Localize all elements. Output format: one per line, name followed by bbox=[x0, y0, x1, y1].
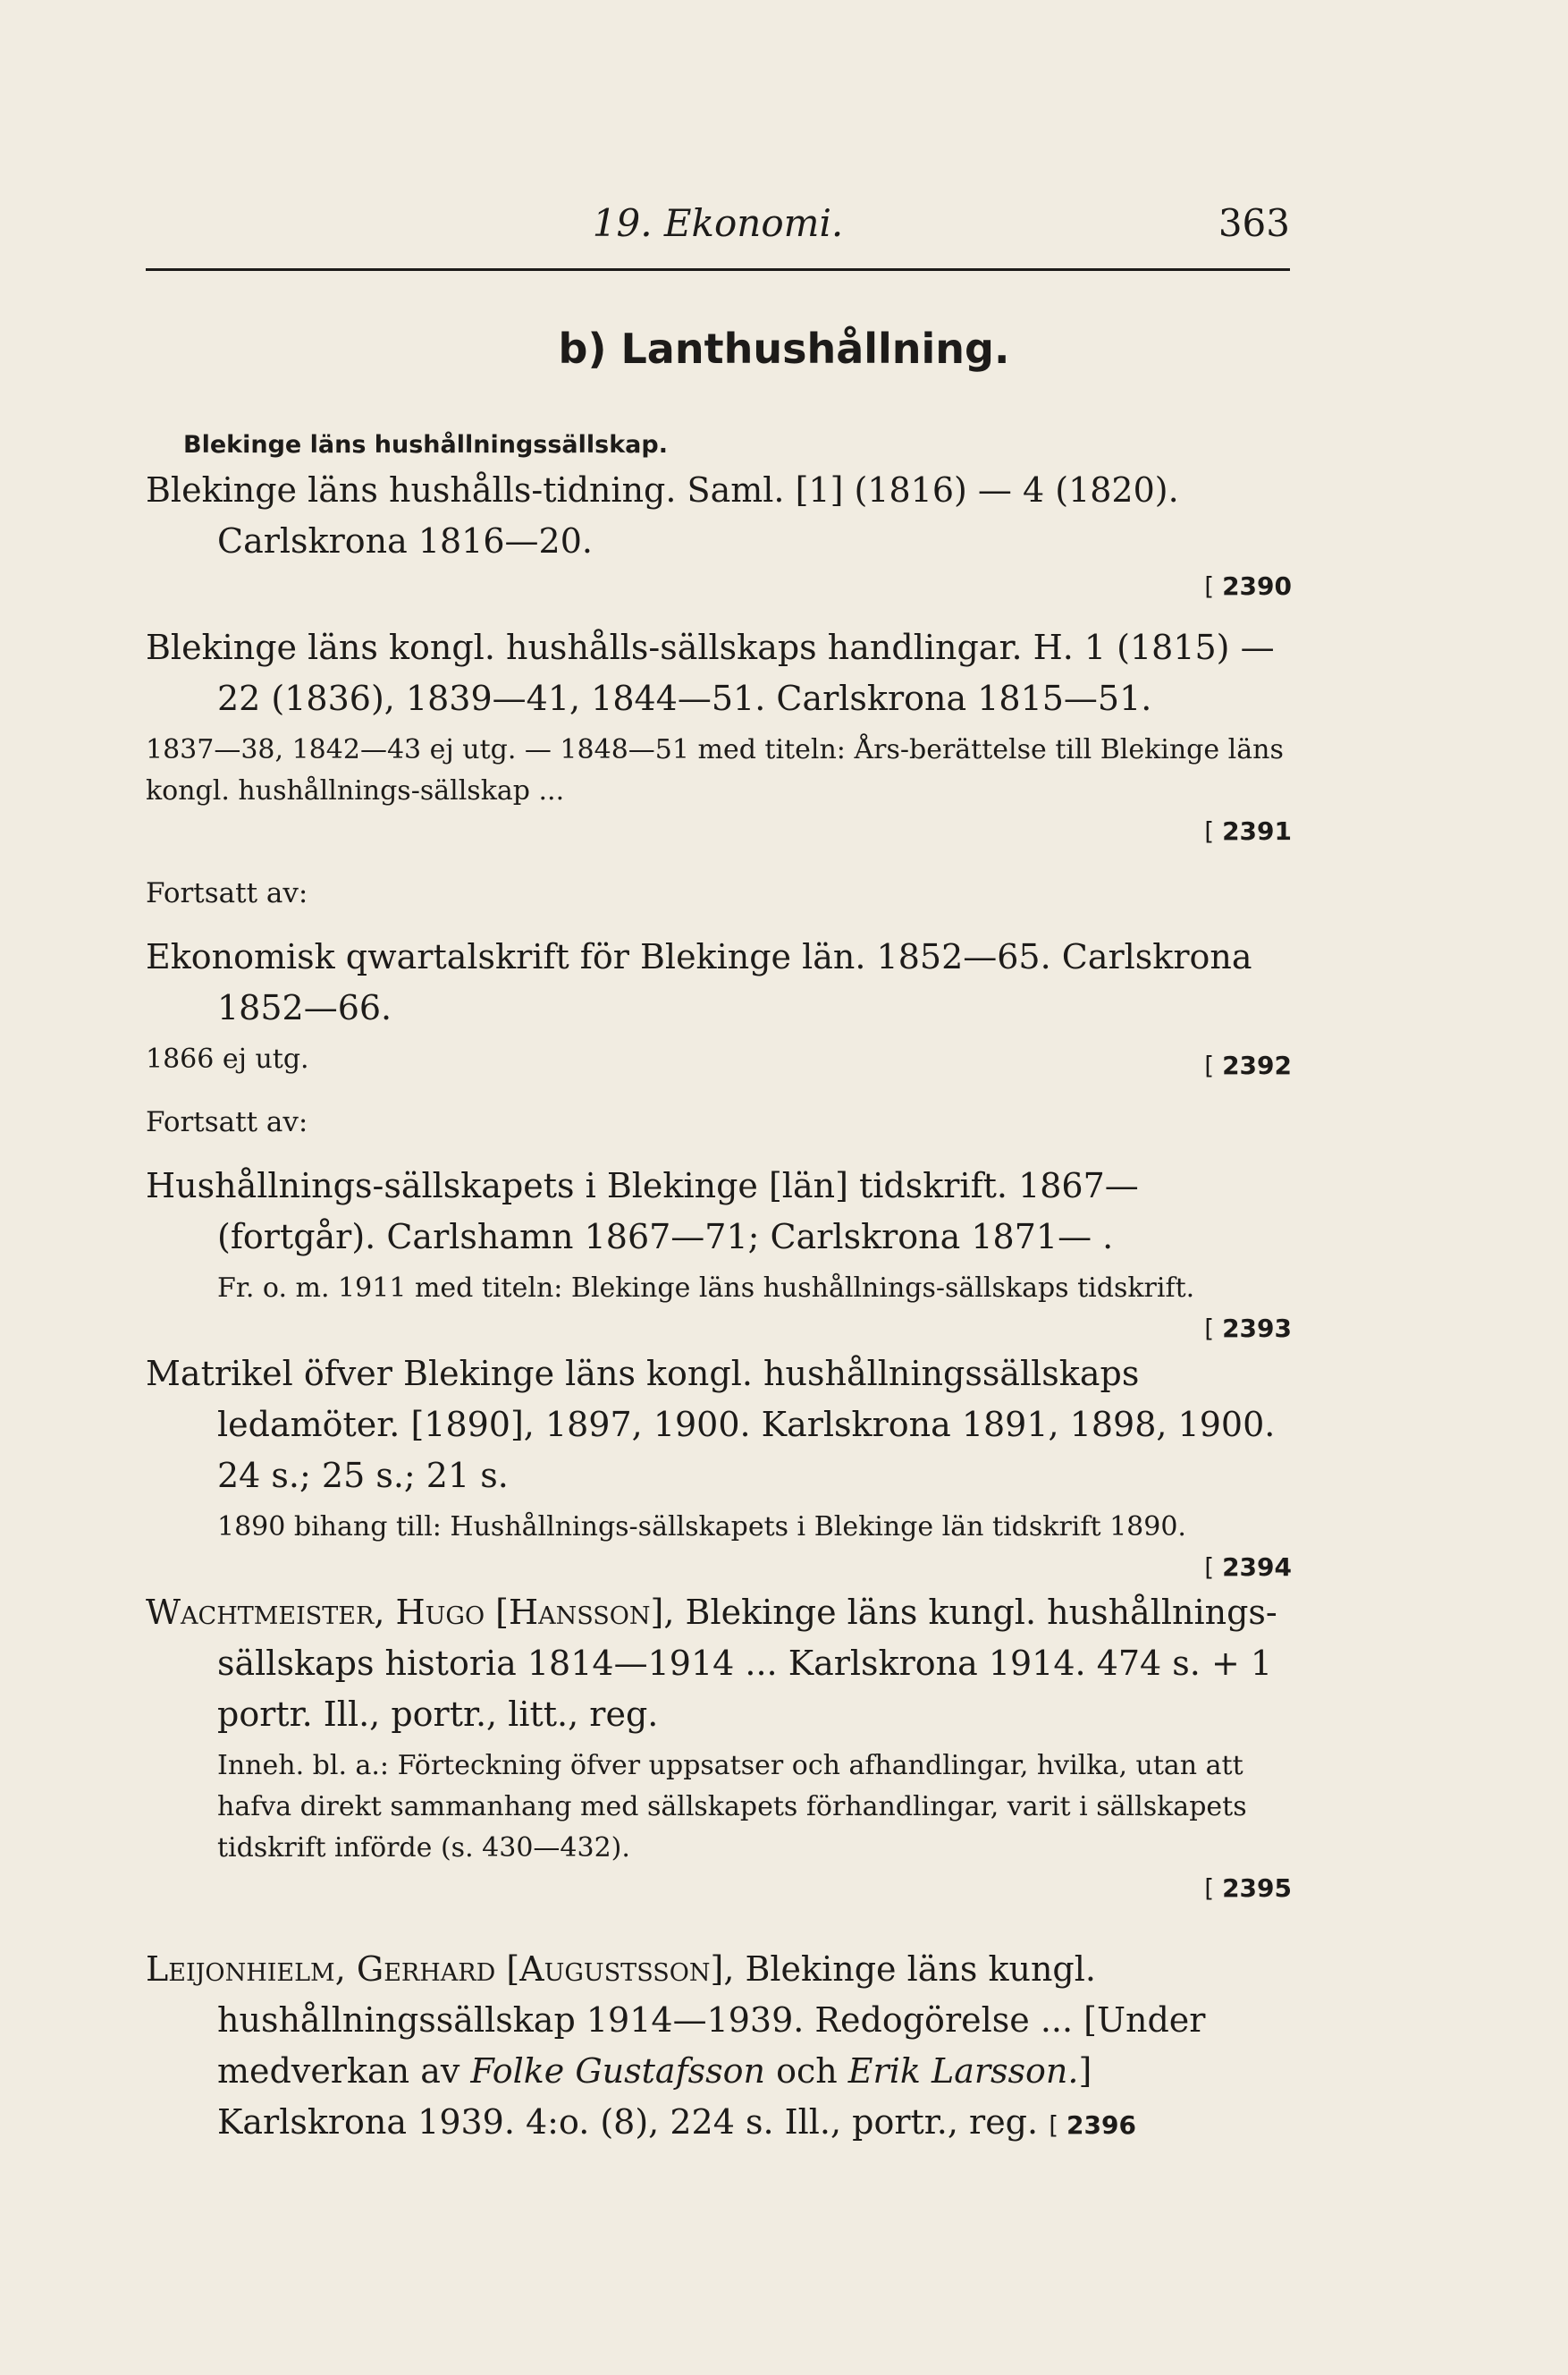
entry-2391 bbox=[146, 622, 1292, 851]
society-heading: Blekinge läns hushållningssällskap. bbox=[183, 431, 668, 459]
continued-label: Fortsatt av: bbox=[146, 1106, 308, 1138]
entry-list bbox=[146, 465, 1292, 2148]
entry-text bbox=[146, 1944, 1292, 2148]
entry-text: Blekinge läns hushålls-tidning. Saml. [1] (1816) — 4 (1820). Carlskrona 1816—20. bbox=[146, 470, 1179, 561]
running-head bbox=[146, 199, 1290, 256]
entry-number: [ 2394 bbox=[146, 1548, 1292, 1587]
entry-author: Leijonhielm, Gerhard [Augustsson] bbox=[146, 1949, 724, 1989]
entry-title: , Blekinge läns kungl. hushållnings-sällskaps historia 1814—1914 ... Karlskrona 1914. 474 s. + 1 portr. Ill., portr., litt., reg. bbox=[217, 1593, 1277, 1734]
entry-number: [ 2396 bbox=[1049, 2110, 1136, 2140]
entry-2393 bbox=[146, 1161, 1292, 1348]
entry-title: ] Karlskrona 1939. 4:o. (8), 224 s. Ill., portr., reg. bbox=[217, 2051, 1092, 2142]
entry-number: [ 2395 bbox=[146, 1869, 1292, 1908]
entry-note-text: 1866 ej utg. bbox=[146, 1044, 309, 1075]
entry-number: [ 2390 bbox=[146, 567, 1292, 606]
entry-note: Inneh. bl. a.: Förteckning öfver uppsatser och afhandlingar, hvilka, utan att hafva direkt sammanhang med sällskapets förhandlingar, varit i sällskapets tidskrift införde (s. 430—432). bbox=[217, 1750, 1247, 1864]
entry-author: Wachtmeister, Hugo [Hansson] bbox=[146, 1593, 664, 1632]
entry-text: Ekonomisk qwartalskrift för Blekinge län. 1852—65. Carlskrona 1852—66. bbox=[146, 937, 1252, 1027]
entry-title: och bbox=[765, 2051, 848, 2091]
page-number: 363 bbox=[1218, 201, 1290, 245]
entry-2394 bbox=[146, 1348, 1292, 1587]
entry-2396 bbox=[146, 1944, 1292, 2148]
continued-label: Fortsatt av: bbox=[146, 877, 308, 909]
header-rule bbox=[146, 268, 1290, 271]
chapter-title: 19. Ekonomi. bbox=[592, 201, 844, 245]
entry-number: [ 2392 bbox=[1204, 1046, 1292, 1086]
entry-note bbox=[146, 1039, 1292, 1080]
entry-text: Blekinge läns kongl. hushålls-sällskaps handlingar. H. 1 (1815) — 22 (1836), 1839—41, 1844—51. Carlskrona 1815—51. bbox=[146, 628, 1275, 718]
entry-2390 bbox=[146, 465, 1292, 606]
entry-note: 1890 bihang till: Hushållnings-sällskapets i Blekinge län tidskrift 1890. bbox=[217, 1511, 1186, 1542]
entry-note: 1837—38, 1842—43 ej utg. — 1848—51 med titeln: Års-berättelse till Blekinge läns kongl. hushållnings-sällskap ... bbox=[146, 734, 1284, 807]
entry-title: , Blekinge läns kungl. hushållningssällskap 1914—1939. Redogörelse ... [Under medverkan av bbox=[217, 1949, 1206, 2091]
entry-number: [ 2393 bbox=[146, 1309, 1292, 1348]
entry-text: Hushållnings-sällskapets i Blekinge [län] tidskrift. 1867— (fortgår). Carlshamn 1867—71; Carlskrona 1871— . bbox=[146, 1166, 1139, 1256]
entry-2395 bbox=[146, 1587, 1292, 1908]
entry-note: Fr. o. m. 1911 med titeln: Blekinge läns hushållnings-sällskaps tidskrift. bbox=[217, 1272, 1195, 1304]
entry-2392 bbox=[146, 932, 1292, 1080]
entry-text bbox=[146, 1587, 1292, 1740]
section-heading: b) Lanthushållning. bbox=[558, 325, 1010, 373]
contributor-name: Folke Gustafsson bbox=[470, 2051, 765, 2091]
entry-text: Matrikel öfver Blekinge läns kongl. hushållningssällskaps ledamöter. [1890], 1897, 1900. Karlskrona 1891, 1898, 1900. 24 s.; 25 s.; 21 s. bbox=[146, 1354, 1276, 1495]
entry-number: [ 2391 bbox=[146, 812, 1292, 851]
contributor-name: Erik Larsson. bbox=[847, 2051, 1079, 2091]
